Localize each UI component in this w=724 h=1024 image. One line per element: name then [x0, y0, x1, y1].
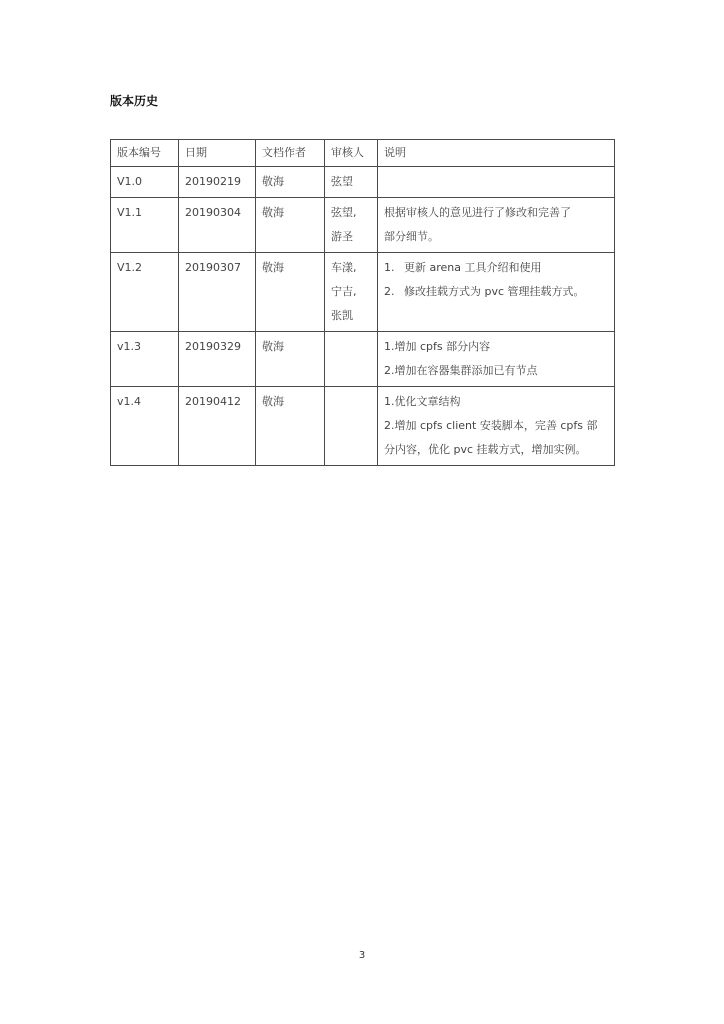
header-version: 版本编号	[111, 140, 179, 167]
notes-cell	[378, 332, 615, 387]
table-header-row	[111, 140, 615, 167]
notes-line	[384, 335, 608, 359]
notes-text: 分内容，优化 pvc 挂载方式，增加实例。	[384, 443, 587, 456]
notes-text: 2.增加在容器集群添加已有节点	[384, 364, 538, 377]
notes-cell	[378, 253, 615, 332]
reviewer-name: 张凯	[331, 309, 353, 322]
header-author: 文档作者	[256, 140, 325, 167]
reviewer-name: 弦望,	[331, 206, 357, 219]
table-row	[111, 387, 615, 466]
notes-text: 修改挂载方式为 pvc 管理挂载方式。	[404, 285, 585, 298]
notes-line	[384, 359, 608, 383]
reviewer-name: 游圣	[331, 230, 353, 243]
author-cell: 敬海	[256, 167, 325, 198]
author-cell: 敬海	[256, 253, 325, 332]
notes-line	[384, 390, 608, 414]
version-cell: V1.1	[111, 198, 179, 253]
table-row	[111, 253, 615, 332]
table-row	[111, 167, 615, 198]
section-title: 版本历史	[110, 94, 159, 108]
author-cell: 敬海	[256, 387, 325, 466]
notes-text: 1.增加 cpfs 部分内容	[384, 340, 491, 353]
reviewer-cell	[325, 167, 378, 198]
reviewer-cell	[325, 332, 378, 387]
date-cell: 20190304	[179, 198, 256, 253]
header-date: 日期	[179, 140, 256, 167]
date-cell: 20190307	[179, 253, 256, 332]
reviewer-name: 车漾,	[331, 261, 357, 274]
date-cell: 20190329	[179, 332, 256, 387]
notes-text: 2.增加 cpfs client 安装脚本，完善 cpfs 部	[384, 419, 598, 432]
date-cell: 20190412	[179, 387, 256, 466]
notes-line	[384, 438, 608, 462]
version-cell: V1.0	[111, 167, 179, 198]
notes-line	[384, 256, 608, 280]
notes-line	[384, 225, 608, 249]
reviewer-cell	[325, 387, 378, 466]
version-history-table	[110, 139, 615, 466]
version-cell: v1.4	[111, 387, 179, 466]
notes-list-number: 1.	[384, 261, 395, 274]
reviewer-cell	[325, 198, 378, 253]
header-notes: 说明	[378, 140, 615, 167]
page-number: 3	[358, 950, 366, 961]
notes-line	[384, 414, 608, 438]
version-cell: V1.2	[111, 253, 179, 332]
notes-cell	[378, 198, 615, 253]
header-reviewer: 审核人	[325, 140, 378, 167]
notes-list-number: 2.	[384, 285, 395, 298]
reviewer-name: 宁吉,	[331, 285, 357, 298]
notes-cell	[378, 387, 615, 466]
author-cell: 敬海	[256, 332, 325, 387]
reviewer-cell	[325, 253, 378, 332]
table-row	[111, 198, 615, 253]
notes-line	[384, 201, 608, 225]
notes-line	[384, 280, 608, 304]
notes-text: 更新 arena 工具介绍和使用	[404, 261, 542, 274]
reviewer-name: 弦望	[331, 175, 353, 188]
notes-text: 根据审核人的意见进行了修改和完善了	[384, 206, 571, 219]
date-cell: 20190219	[179, 167, 256, 198]
notes-cell	[378, 167, 615, 198]
notes-text: 1.优化文章结构	[384, 395, 461, 408]
version-cell: v1.3	[111, 332, 179, 387]
table-row	[111, 332, 615, 387]
author-cell: 敬海	[256, 198, 325, 253]
notes-text: 部分细节。	[384, 230, 439, 243]
